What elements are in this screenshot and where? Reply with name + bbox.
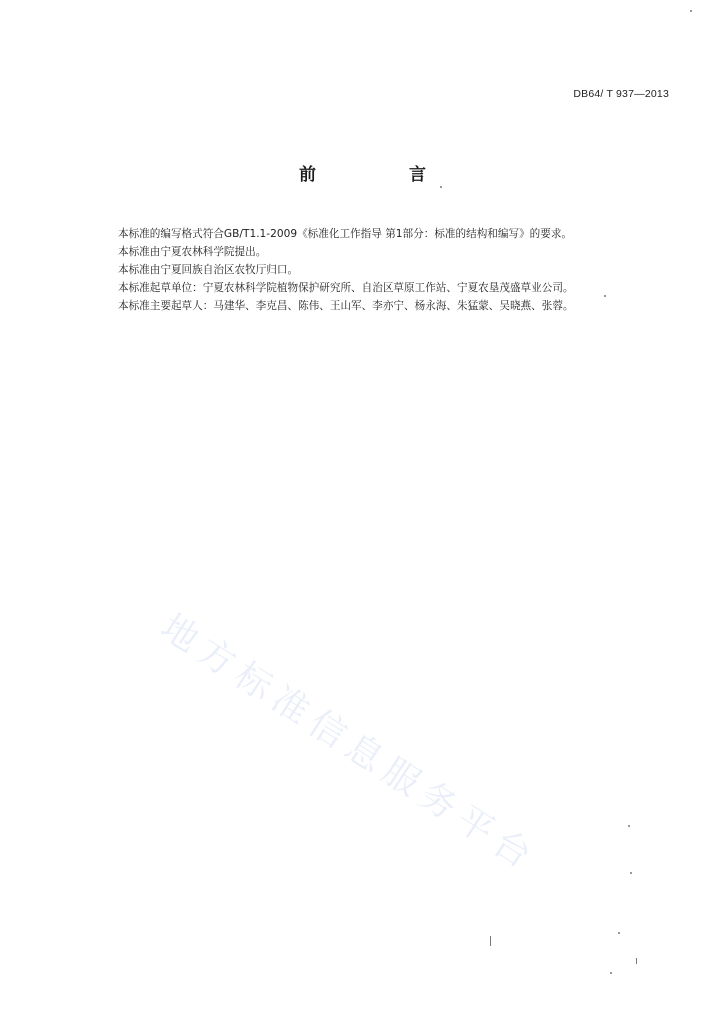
standard-code: DB64/ T 937—2013 xyxy=(573,88,669,100)
foreword-paragraph: 本标准由宁夏农林科学院提出。 xyxy=(118,246,267,258)
scan-speck xyxy=(618,932,620,934)
scan-speck xyxy=(490,936,491,946)
foreword-paragraph: 本标准起草单位：宁夏农林科学院植物保护研究所、自治区草原工作站、宁夏农垦茂盛草业公司。 xyxy=(118,282,574,294)
watermark-text: 地方标准信息服务平台 xyxy=(153,606,545,881)
foreword-paragraph: 本标准由宁夏回族自治区农牧厅归口。 xyxy=(118,264,299,276)
scan-speck xyxy=(690,10,692,12)
scan-speck xyxy=(610,972,612,974)
scan-speck xyxy=(636,958,637,964)
scan-speck xyxy=(440,186,442,188)
scan-speck xyxy=(628,825,630,827)
foreword-body xyxy=(118,225,688,315)
foreword-paragraph: 本标准的编写格式符合GB/T1.1-2009《标准化工作指导 第1部分：标准的结构和编写》的要求。 xyxy=(118,228,573,240)
scan-speck xyxy=(630,872,632,874)
scan-speck xyxy=(604,295,606,297)
page-title: 前 言 xyxy=(299,165,464,185)
foreword-paragraph: 本标准主要起草人：马建华、李克昌、陈伟、王山军、李亦宁、杨永海、朱猛蒙、吴晓燕、张蓉。 xyxy=(118,300,574,312)
